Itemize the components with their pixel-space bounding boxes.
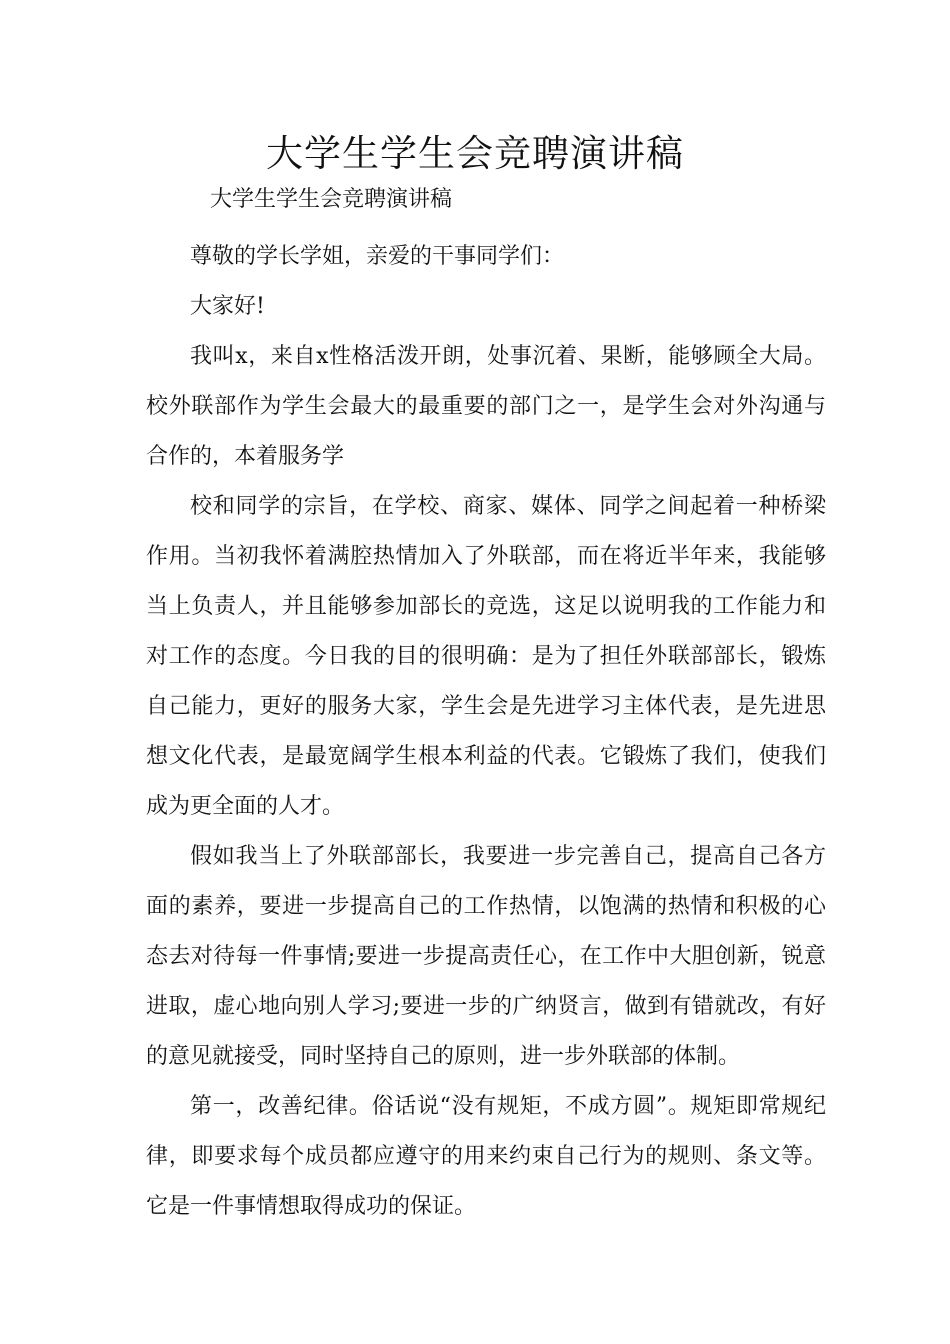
paragraph-discipline: 第一，改善纪律。俗话说“没有规矩，不成方圆”。规矩即常规纪律，即要求每个成员都应遵守的用来约束自己行为的规则、条文等。它是一件事情想取得成功的保证。 bbox=[146, 1094, 826, 1219]
document-body bbox=[146, 232, 826, 1232]
paragraph-greeting: 尊敬的学长学姐，亲爱的干事同学们： bbox=[190, 244, 565, 269]
paragraph-department-role: 校和同学的宗旨，在学校、商家、媒体、同学之间起着一种桥梁作用。当初我怀着满腔热情加入了外联部，而在将近半年来，我能够当上负责人，并且能够参加部长的竞选，这足以说明我的工作能力和对工作的态度。今日我的目的很明确：是为了担任外联部部长，锻炼自己能力，更好的服务大家，学生会是先进学习主体代表，是先进思想文化代表，是最宽阔学生根本利益的代表。它锻炼了我们，使我们成为更全面的人才。 bbox=[146, 494, 826, 819]
paragraph-plans: 假如我当上了外联部部长，我要进一步完善自己，提高自己各方面的素养，要进一步提高自己的工作热情，以饱满的热情和积极的心态去对待每一件事情;要进一步提高责任心，在工作中大胆创新，锐意进取，虚心地向别人学习;要进一步的广纳贤言，做到有错就改，有好的意见就接受，同时坚持自己的原则，进一步外联部的体制。 bbox=[146, 844, 826, 1069]
paragraph-introduction: 我叫x，来自x性格活泼开朗，处事沉着、果断，能够顾全大局。校外联部作为学生会最大的最重要的部门之一，是学生会对外沟通与合作的，本着服务学 bbox=[146, 344, 826, 469]
paragraph-hello: 大家好! bbox=[190, 294, 265, 319]
document-subtitle: 大学生学生会竞聘演讲稿 bbox=[210, 187, 453, 212]
document-title: 大学生学生会竞聘演讲稿 bbox=[266, 132, 684, 175]
